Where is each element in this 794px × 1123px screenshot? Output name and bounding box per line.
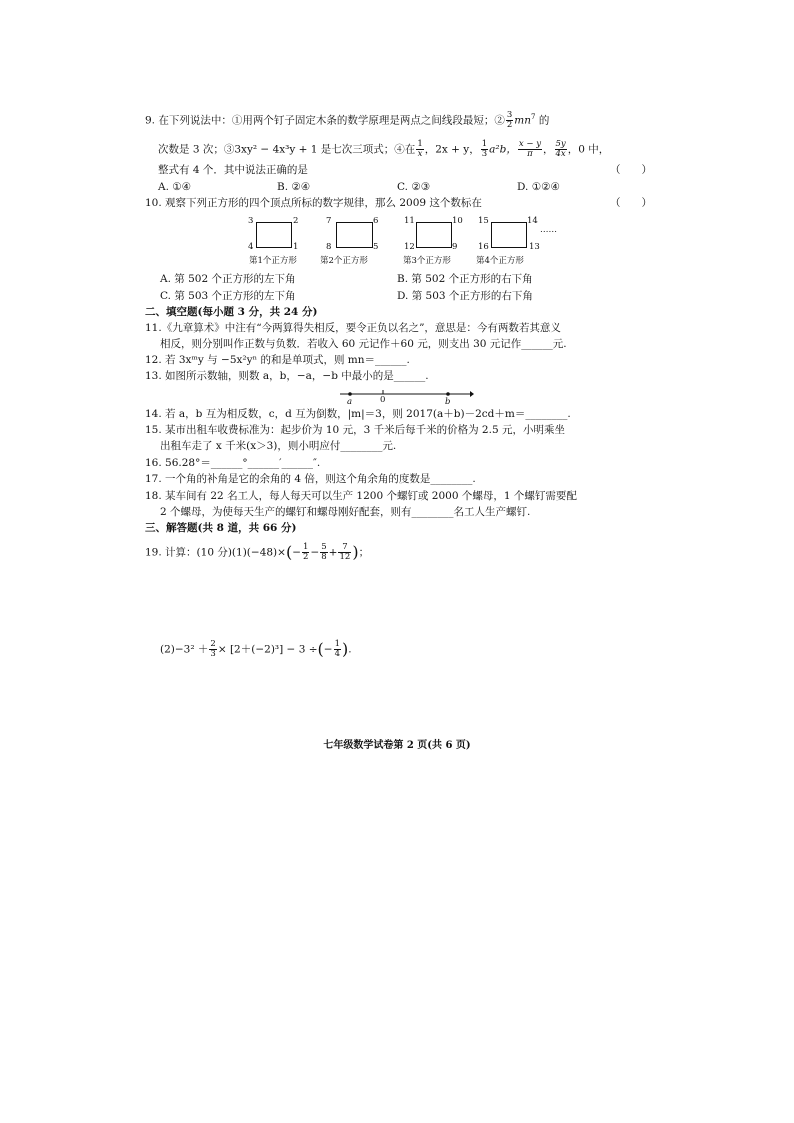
q19-prefix: 19. 计算：(10 分)(1)(−48)× xyxy=(145,546,286,559)
q9-option-a: A. ①④ xyxy=(158,181,192,193)
q19-frac-2-3: $\frac{2}{3}$ xyxy=(210,639,216,659)
q10-option-a: A. 第 502 个正方形的左下角 xyxy=(160,273,296,285)
number-line-axis xyxy=(340,386,474,400)
q9-option-b: B. ②④ xyxy=(277,181,311,193)
number-line-label-a: a xyxy=(347,397,353,407)
square-caption: 第2个正方形 xyxy=(320,256,368,266)
q19-part2: (2)−3² ＋ $\frac{2}{3}$ × [2＋(−2)³] − 3 ÷(− $\frac{1}{4}$ ). xyxy=(160,639,352,659)
vertex-label: 12 xyxy=(404,242,415,252)
q9-frac-3-2: $\frac{3}{2}$ xyxy=(506,110,513,130)
q9-answer-paren: （ ） xyxy=(610,164,652,176)
q19-frac-1-4: $\frac{1}{4}$ xyxy=(334,639,340,659)
q18-line1: 18. 某车间有 22 名工人，每人每天可以生产 1200 个螺钉或 2000 个螺母，1 个螺钉需要配 xyxy=(145,490,577,502)
vertex-label: 4 xyxy=(248,242,254,252)
q9-option-d: D. ①②④ xyxy=(517,181,560,193)
q15-line2: 出租车走了 x 千米(x＞3)，则小明应付________元. xyxy=(160,440,397,452)
page-footer: 七年级数学试卷第 2 页(共 6 页) xyxy=(323,740,471,751)
q19-part1: 19. 计算：(10 分)(1)(−48)×(− $\frac{1}{2}$ − $\frac{5}{8}$ + $\frac{7}{12}$ )； xyxy=(145,542,370,562)
square-outline xyxy=(256,222,292,248)
q10-answer-paren: （ ） xyxy=(610,197,652,209)
vertex-label: 5 xyxy=(373,242,379,252)
square-outline xyxy=(416,222,452,248)
q19-frac-5-8: $\frac{5}{8}$ xyxy=(321,542,327,562)
vertex-label: 8 xyxy=(326,242,332,252)
square-outline xyxy=(336,222,373,248)
q9-mn: mn xyxy=(514,114,532,127)
q9-text-d: 的 xyxy=(535,114,550,127)
q9-line3: 整式有 4 个．其中说法正确的是 xyxy=(158,164,308,176)
q9-frac-xy-pi: $\frac{x - y}{\pi}$ xyxy=(518,139,541,159)
q9-frac-1-x: $\frac{1}{x}$ xyxy=(417,139,423,159)
q12: 12. 若 3xᵐy 与 −5x²yⁿ 的和是单项式，则 mn＝______. xyxy=(145,354,410,366)
q10-option-b: B. 第 502 个正方形的右下角 xyxy=(397,273,533,285)
q16: 16. 56.28°＝______°______′______″. xyxy=(145,457,321,469)
q9-sup: 7 xyxy=(531,113,536,121)
q19-frac-1-2: $\frac{1}{2}$ xyxy=(303,542,309,562)
q10-text: 10. 观察下列正方形的四个顶点所标的数字规律，那么 2009 这个数标在 xyxy=(145,197,482,209)
q19-part2-a: (2)−3² ＋ xyxy=(160,643,209,656)
number-line xyxy=(340,384,474,406)
square-caption: 第3个正方形 xyxy=(403,256,451,266)
q9-line2-e: ，0 中， xyxy=(567,143,610,156)
square-outline xyxy=(491,222,527,248)
vertex-label: 16 xyxy=(478,242,489,252)
vertex-label: 9 xyxy=(452,242,458,252)
section-fill-in-heading: 二、填空题(每小题 3 分，共 24 分) xyxy=(145,306,318,318)
q17: 17. 一个角的补角是它的余角的 4 倍，则这个角余角的度数是________. xyxy=(145,473,476,485)
q9-line2-d: ， xyxy=(543,143,554,156)
square-caption: 第4个正方形 xyxy=(476,256,524,266)
vertex-label: 3 xyxy=(248,216,254,226)
q11-line2: 相反，则分别叫作正数与负数．若收入 60 元记作＋60 元，则支出 30 元记作______元. xyxy=(160,338,567,350)
q15-line1: 15. 某市出租车收费标准为：起步价为 10 元，3 千米后每千米的价格为 2.5 元，小明乘坐 xyxy=(145,424,565,436)
section-answer-heading: 三、解答题(共 8 道，共 66 分) xyxy=(145,522,297,534)
q9-line1 xyxy=(145,110,549,130)
q10-option-d: D. 第 503 个正方形的右下角 xyxy=(397,290,533,302)
square-caption: 第1个正方形 xyxy=(249,256,297,266)
vertex-label: 6 xyxy=(373,216,379,226)
q14: 14. 若 a，b 互为相反数，c，d 互为倒数，|m|＝3，则 2017(a＋b)－2cd＋m＝________. xyxy=(145,408,571,420)
vertex-label: 10 xyxy=(452,216,463,226)
ellipsis: …… xyxy=(540,225,557,235)
q19-part2-b: × [2＋(−2)³] − 3 ÷ xyxy=(217,643,318,656)
q9-option-c: C. ②③ xyxy=(397,181,431,193)
vertex-label: 15 xyxy=(478,216,489,226)
vertex-label: 2 xyxy=(293,216,299,226)
q19-frac-7-12: $\frac{7}{12}$ xyxy=(339,542,351,562)
number-line-label-zero: 0 xyxy=(380,395,386,405)
q18-line2: 2 个螺母，为使每天生产的螺钉和螺母刚好配套，则有________名工人生产螺钉. xyxy=(160,506,531,518)
q9-text-a: 9. 在下列说法中：①用两个钉子固定木条的数学原理是两点之间线段最短；② xyxy=(145,114,505,127)
vertex-label: 7 xyxy=(326,216,332,226)
q13: 13. 如图所示数轴，则数 a，b，−a，−b 中最小的是______. xyxy=(145,370,429,382)
q9-line2-c: a²b， xyxy=(489,143,517,156)
q9-line2 xyxy=(158,140,609,159)
vertex-label: 11 xyxy=(404,216,415,226)
q9-frac-5y-4x: $\frac{5y}{4x}$ xyxy=(555,139,566,159)
q11-line1: 11.《九章算术》中注有“今两算得失相反，要令正负以名之”，意思是：今有两数若其意义 xyxy=(145,322,561,334)
vertex-label: 1 xyxy=(293,242,299,252)
q9-frac-1-3: $\frac{1}{3}$ xyxy=(481,139,488,159)
vertex-label: 13 xyxy=(529,242,540,252)
vertex-label: 14 xyxy=(527,216,538,226)
q9-line2-b: ，2x + y， xyxy=(424,143,480,156)
q10-option-c: C. 第 503 个正方形的左下角 xyxy=(160,290,296,302)
number-line-label-b: b xyxy=(445,397,451,407)
q9-line2-a: 次数是 3 次；③3xy² − 4x³y + 1 是七次三项式；④在 xyxy=(158,143,416,156)
